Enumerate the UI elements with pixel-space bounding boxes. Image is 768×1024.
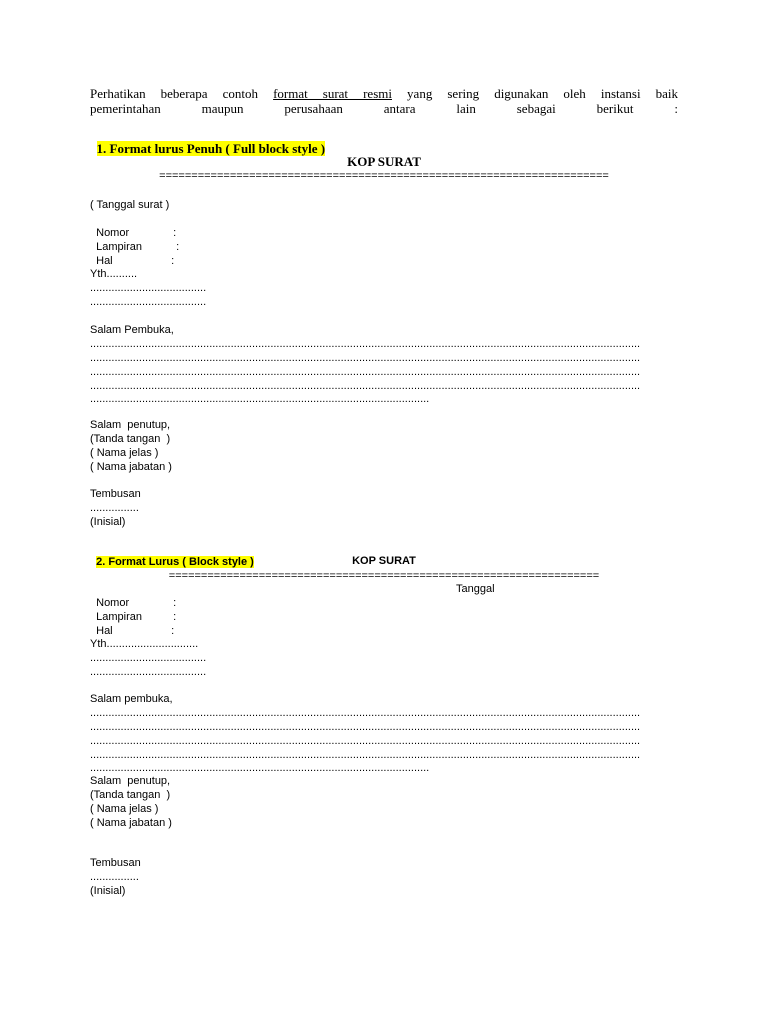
section-1-body-line: .................................................................................................................................................................................... xyxy=(90,338,641,350)
section-2-tembusan-dots: ................ xyxy=(90,871,139,883)
section-1-name: ( Nama jelas ) xyxy=(90,447,159,459)
section-2-inisial: (Inisial) xyxy=(90,885,126,897)
section-1-tembusan-dots: ................ xyxy=(90,502,139,514)
section-2-separator: =================================================================== xyxy=(168,570,600,582)
section-2-name: ( Nama jelas ) xyxy=(90,803,159,815)
section-1-body-line: .................................................................................................................................................................................... xyxy=(90,366,641,378)
section-1-tembusan: Tembusan xyxy=(90,488,141,500)
section-1-field-lampiran: Lampiran : xyxy=(96,241,180,253)
intro-word: pemerintahan xyxy=(90,101,161,116)
section-1-date: ( Tanggal surat ) xyxy=(90,199,170,211)
section-1-address-line: ...................................... xyxy=(90,296,207,308)
section-1-body-line: ............................................................................................................... xyxy=(90,393,430,405)
section-2-kop-surat: KOP SURAT xyxy=(352,555,416,567)
intro-word: sebagai xyxy=(516,101,556,116)
intro-word: maupun xyxy=(201,101,244,116)
section-2-heading: 2. Format Lurus ( Block style ) xyxy=(96,556,254,568)
section-2-greeting: Salam pembuka, xyxy=(90,693,173,705)
section-2-body-line: .................................................................................................................................................................................... xyxy=(90,721,641,733)
section-1-heading: 1. Format lurus Penuh ( Full block style ) xyxy=(96,141,326,156)
intro-paragraph xyxy=(90,86,678,116)
intro-word: berikut xyxy=(596,101,634,116)
section-1-separator: ====================================================================== xyxy=(159,170,609,182)
section-2-position: ( Nama jabatan ) xyxy=(90,817,172,829)
section-2-field-nomor: Nomor : xyxy=(96,597,177,609)
section-2-tanggal: Tanggal xyxy=(456,583,495,595)
intro-text: Perhatikan beberapa contoh xyxy=(90,86,258,101)
section-2-address-line: ...................................... xyxy=(90,666,207,678)
section-1-signature: (Tanda tangan ) xyxy=(90,433,171,445)
section-1-yth: Yth.......... xyxy=(90,268,138,280)
section-2-body-line: .................................................................................................................................................................................... xyxy=(90,749,641,761)
section-2-tembusan: Tembusan xyxy=(90,857,141,869)
intro-word: lain xyxy=(456,101,476,116)
intro-line-2 xyxy=(90,101,678,116)
intro-word: : xyxy=(674,101,678,116)
intro-word: perusahaan xyxy=(284,101,343,116)
section-1-greeting: Salam Pembuka, xyxy=(90,324,174,336)
section-2-signature: (Tanda tangan ) xyxy=(90,789,171,801)
section-1-closing: Salam penutup, xyxy=(90,419,171,431)
section-2-body-line: .................................................................................................................................................................................... xyxy=(90,735,641,747)
section-2-address-line: ...................................... xyxy=(90,652,207,664)
section-1-field-nomor: Nomor : xyxy=(96,227,177,239)
section-2-field-lampiran: Lampiran : xyxy=(96,611,177,623)
intro-word: antara xyxy=(383,101,416,116)
section-1-field-hal: Hal : xyxy=(96,255,175,267)
section-2-body-line: ............................................................................................................... xyxy=(90,762,430,774)
section-1-body-line: .................................................................................................................................................................................... xyxy=(90,380,641,392)
section-1-kop-surat: KOP SURAT xyxy=(347,154,421,169)
section-2-closing: Salam penutup, xyxy=(90,775,171,787)
format-surat-resmi-link[interactable]: format surat resmi xyxy=(273,86,392,101)
section-1-body-line: .................................................................................................................................................................................... xyxy=(90,352,641,364)
section-1-inisial: (Inisial) xyxy=(90,516,126,528)
section-1-address-line: ...................................... xyxy=(90,282,207,294)
section-2-yth: Yth.............................. xyxy=(90,638,199,650)
section-2-field-hal: Hal : xyxy=(96,625,175,637)
section-2-body-line: .................................................................................................................................................................................... xyxy=(90,707,641,719)
section-1-position: ( Nama jabatan ) xyxy=(90,461,172,473)
intro-line-1 xyxy=(90,86,678,101)
intro-text: yang sering digunakan oleh instansi baik xyxy=(407,86,679,101)
